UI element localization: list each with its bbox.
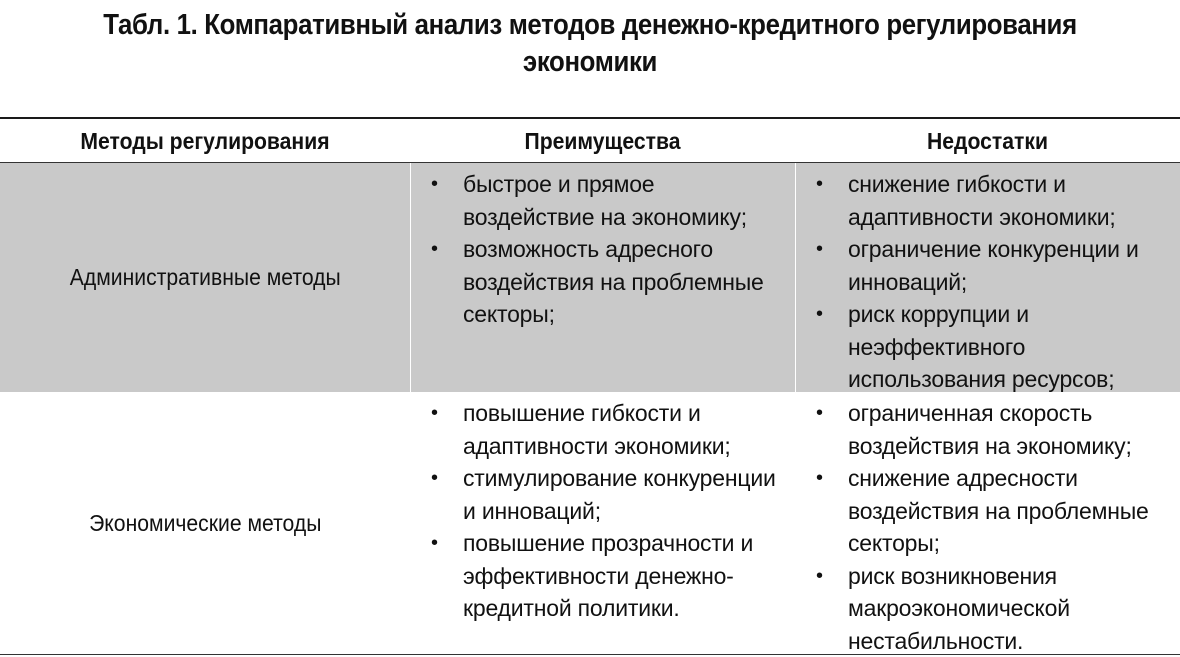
list-item	[421, 462, 791, 527]
method-label: Экономические методы	[89, 510, 321, 537]
list-item-text: возможность адресного воздействия на проблемные секторы;	[463, 233, 791, 331]
column-divider	[795, 163, 796, 392]
list-item-text: риск коррупции и неэффективного использования ресурсов;	[848, 298, 1176, 396]
bullet-icon: •	[816, 298, 823, 331]
disadvantages-list	[806, 397, 1176, 657]
list-item-text: стимулирование конкуренции и инноваций;	[463, 462, 791, 527]
list-item	[421, 233, 791, 331]
bullet-icon: •	[816, 462, 823, 495]
list-item-text: повышение гибкости и адаптивности экономики;	[463, 397, 791, 462]
table-title	[65, 7, 1115, 81]
bullet-icon: •	[816, 168, 823, 201]
bullet-icon: •	[431, 527, 438, 560]
table-title-line-2: экономики	[65, 44, 1115, 81]
list-item-text: снижение гибкости и адаптивности экономики;	[848, 168, 1176, 233]
table-row-administrative	[0, 163, 1180, 392]
column-divider	[410, 163, 411, 392]
list-item	[806, 560, 1176, 657]
table-title-line-1: Табл. 1. Компаративный анализ методов денежно-кредитного регулирования	[65, 7, 1115, 44]
list-item	[806, 397, 1176, 462]
list-item	[806, 298, 1176, 396]
bullet-icon: •	[431, 397, 438, 430]
list-item	[806, 168, 1176, 233]
list-item	[806, 233, 1176, 298]
disadvantages-list	[806, 168, 1176, 396]
bullet-icon: •	[816, 560, 823, 593]
table-row-economic	[0, 392, 1180, 655]
list-item-text: риск возникновения макроэкономической нестабильности.	[848, 560, 1176, 657]
method-label: Административные методы	[70, 264, 341, 291]
list-item	[421, 168, 791, 233]
advantages-list	[421, 168, 791, 331]
list-item-text: ограничение конкуренции и инноваций;	[848, 233, 1176, 298]
header-methods: Методы регулирования	[16, 119, 393, 160]
list-item-text: повышение прозрачности и эффективности денежно-кредитной политики.	[463, 527, 791, 625]
list-item	[421, 397, 791, 462]
header-advantages: Преимущества	[425, 119, 779, 160]
advantages-list	[421, 397, 791, 625]
method-cell	[0, 163, 410, 392]
header-disadvantages: Недостатки	[810, 119, 1164, 160]
list-item-text: быстрое и прямое воздействие на экономику;	[463, 168, 791, 233]
bullet-icon: •	[431, 168, 438, 201]
list-item	[806, 462, 1176, 560]
list-item-text: снижение адресности воздействия на проблемные секторы;	[848, 462, 1176, 560]
comparison-table	[0, 117, 1180, 654]
bullet-icon: •	[816, 233, 823, 266]
list-item-text: ограниченная скорость воздействия на экономику;	[848, 397, 1176, 462]
method-cell	[0, 392, 410, 654]
list-item	[421, 527, 791, 625]
bullet-icon: •	[431, 462, 438, 495]
bullet-icon: •	[431, 233, 438, 266]
bullet-icon: •	[816, 397, 823, 430]
